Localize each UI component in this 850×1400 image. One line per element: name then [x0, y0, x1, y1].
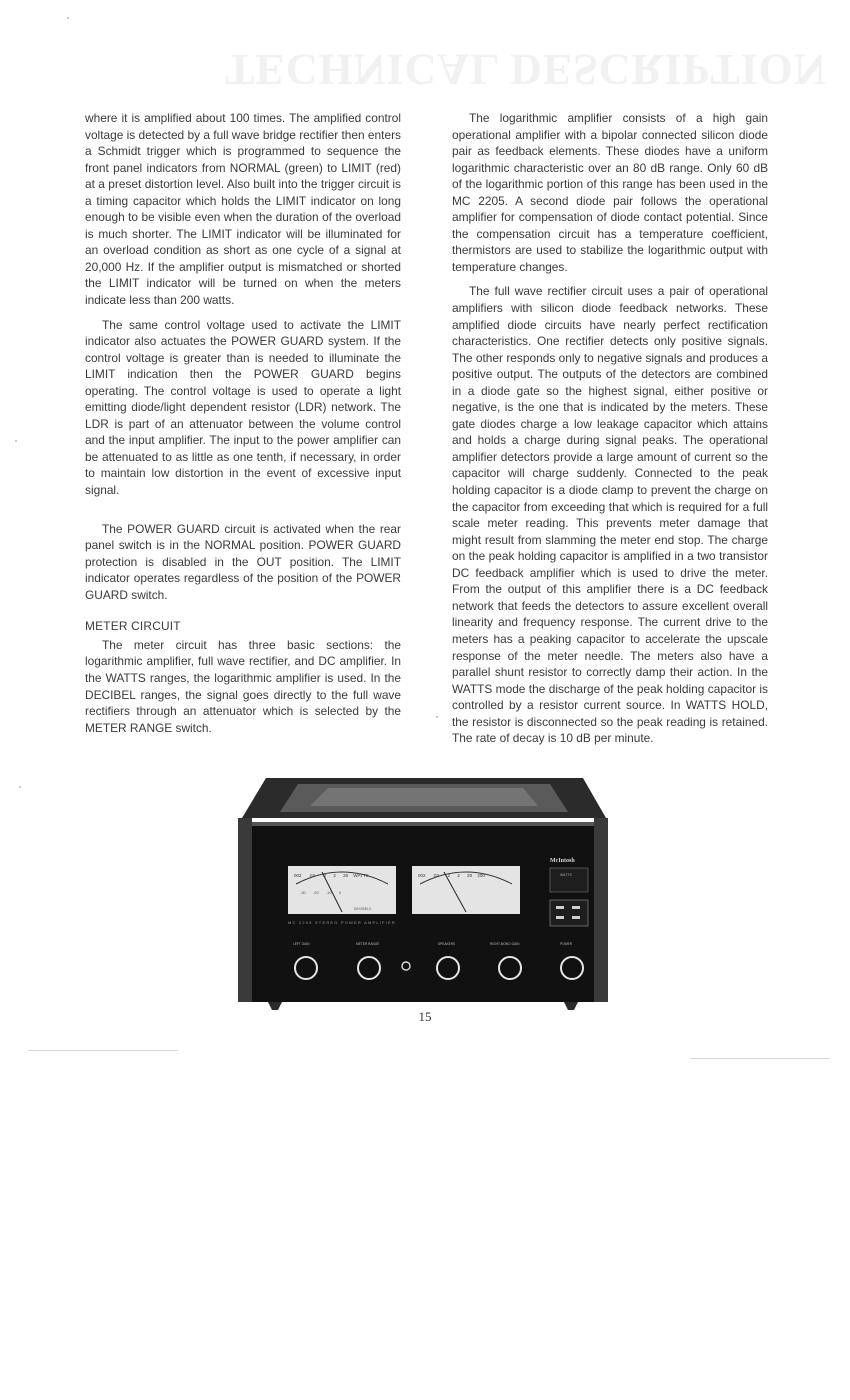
- knob-label: METER RANGE: [356, 942, 380, 946]
- meter-scale-right: 002 .02 .2 2 20 200: [418, 873, 485, 878]
- left-column: [85, 110, 401, 736]
- cabinet-foot-right: [564, 1002, 578, 1010]
- right-column: [452, 110, 768, 747]
- amplifier-photo: [238, 772, 608, 1012]
- body-paragraph: The logarithmic amplifier consists of a high gain operational amplifier with a bipolar connected silicon diode pair as feedback elements. These diodes have a uniform logarithmic characteristic over an 80 dB range. Only 60 dB of the logarithmic portion of this range has been used in the MC 2205. A second diode pair follows the operational amplifier for compensation of diode contact potential. Since the compensation circuit has a temperature coefficient, thermistors are used to stabilize the logarithmic output with temperature changes.: [452, 111, 768, 274]
- page-speck: [67, 17, 69, 19]
- body-paragraph: The full wave rectifier circuit uses a pair of operational amplifiers with silicon diode feedback networks. These amplified diode circuits have nearly perfect rectification characteristics. One rectifier detects only positive signals. The other responds only to negative signals and produces a positive output. The outputs of the detectors are combined in a diode gate so the highest signal, either positive or negative, is the one that is indicated by the meters. These gate diodes charge a low leakage capacitor which attains and holds a charge during signal peaks. The operational amplifier detectors provide a large amount of current so the capacitor will charge suddenly. Connected to the peak holding capacitor is a diode clamp to prevent the charge on the capacitor from exceeding that which is required for a full scale meter reading. This prevents meter damage that might result from slamming the meter end stop. The charge on the peak holding capacitor is amplified in a two transistor DC feedback amplifier which is used to drive the meter. From the output of this amplifier there is a DC feedback network that feeds the detectors to assure excellent overall linearity and frequency response. The current drive to the meters has a peaking capacitor to accelerate the upscale response of the meter needle. The meters also have a parallel shunt resistor to correctly damp their action. In the WATTS mode the discharge of the peak holding capacitor is controlled by a resistor current source. In WATTS HOLD, the resistor is disconnected so the peak reading is retained. The rate of decay is 10 dB per minute.: [452, 284, 768, 746]
- right-mono-gain-knob: [499, 957, 521, 979]
- knob-label: POWER: [560, 942, 573, 946]
- body-paragraph: The meter circuit has three basic sections: the logarithmic amplifier, full wave rectifier, and DC amplifier. In the WATTS ranges, the logarithmic amplifier is used. In the DECIBEL ranges, the signal goes directly to the full wave rectifiers through an attenuator which is selected by the METER RANGE switch.: [85, 637, 401, 735]
- left-gain-knob: [295, 957, 317, 979]
- body-paragraph: where it is amplified about 100 times. The amplified control voltage is detected by a full wave bridge rectifier then enters a Schmidt trigger which is programmed to sequence the front panel indicators from NORMAL (green) to LIMIT (red) at a preset distortion level. Also built into the trigger circuit is a timing capacitor which holds the LIMIT indicator on long enough to be visible even when the duration of the overload is much shorter. The LIMIT indicator will be illuminated for an overload condition as short as one cycle of a signal at 20,000 Hz. If the amplifier output is mismatched or shorted the LIMIT indicator will be turned on when the meters indicate less than 200 watts.: [85, 111, 401, 308]
- knob-label: RIGHT-MONO GAIN: [490, 942, 520, 946]
- ghost-heading-bleedthrough: TECHNICAL DESCRIPTION: [225, 45, 827, 94]
- page-speck: [19, 786, 21, 788]
- knob-label: LEFT GAIN: [293, 942, 310, 946]
- speakers-knob: [437, 957, 459, 979]
- meter-db-unit: DECIBELS: [354, 907, 372, 911]
- brand-logo: McIntosh: [550, 858, 575, 864]
- cabinet-foot-left: [268, 1002, 282, 1010]
- scan-rule-right: [690, 1058, 830, 1059]
- scan-rule-left: [28, 1050, 178, 1051]
- indicator-panel: [550, 900, 588, 926]
- power-display: [550, 868, 588, 892]
- meter-scale-left: 002 .02 .2 2 20 WATTS: [294, 873, 369, 878]
- meter-db-scale-left: -30 -20 -10 0: [300, 890, 341, 895]
- cabinet-left-side: [238, 818, 252, 1002]
- meter-range-knob: [358, 957, 380, 979]
- body-paragraph: The POWER GUARD circuit is activated when the rear panel switch is in the NORMAL position. POWER GUARD protection is disabled in the OUT position. The LIMIT indicator operates regardless of the position of the POWER GUARD switch.: [85, 521, 401, 602]
- section-heading-meter-circuit: METER CIRCUIT: [85, 619, 181, 634]
- power-knob: [561, 957, 583, 979]
- right-meter: [412, 866, 520, 914]
- knob-label: SPEAKERS: [438, 942, 456, 946]
- page-speck: [15, 440, 17, 442]
- page-number: 15: [418, 1009, 432, 1024]
- body-paragraph: The same control voltage used to activate the LIMIT indicator also actuates the POWER GUARD system. If the control voltage is greater than is needed to illuminate the LIMIT indication then the POWER GUARD begins operating. The control voltage is used to operate a light emitting diode/light dependent resistor (LDR) network. The LDR is part of an attenuator between the volume control and the input amplifier. The input to the power amplifier can be attenuated to as little as one tenth, if necessary, in order to maintain low distortion in the event of excessive input signal.: [85, 317, 401, 498]
- model-label: MC 2205 STEREO POWER AMPLIFIER: [288, 920, 397, 925]
- cabinet-right-side: [594, 818, 608, 1002]
- power-display-label: WATTS: [560, 873, 572, 877]
- page-speck: [436, 716, 438, 718]
- headphone-jack: [402, 962, 410, 970]
